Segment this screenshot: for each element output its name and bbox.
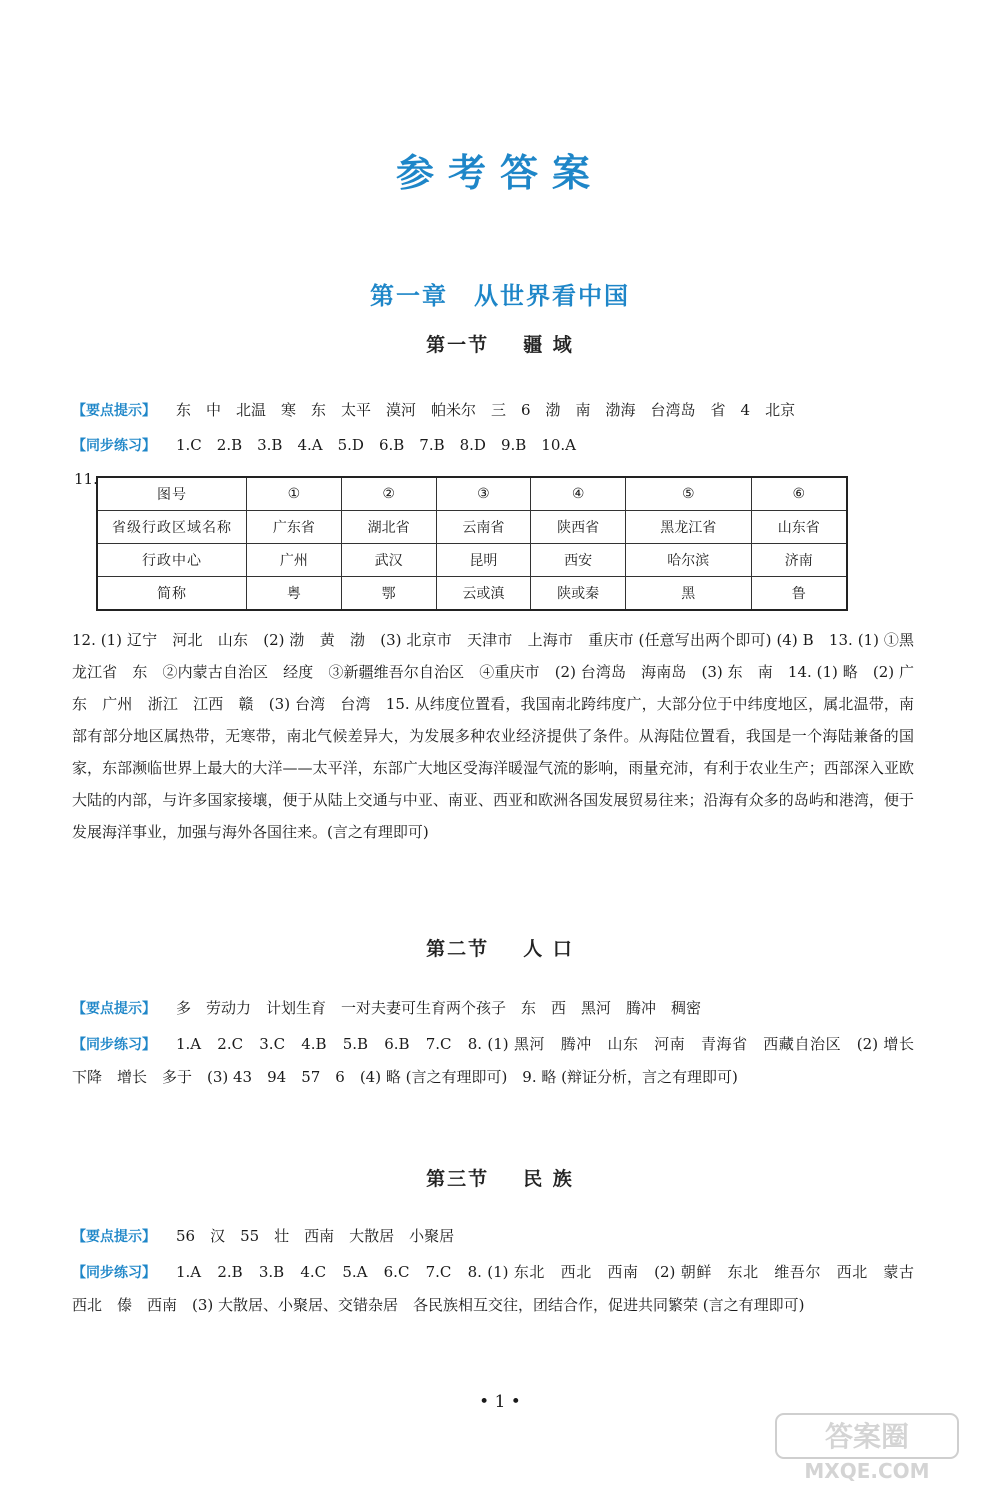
practice-tag: 【同步练习】 <box>72 1037 156 1053</box>
watermark-top: 答案圈 <box>824 1420 910 1453</box>
key-points-text: 56 汉 55 壮 西南 大散居 小聚居 <box>176 1227 455 1245</box>
table-cell: 武汉 <box>341 544 436 577</box>
table-cell: 黑 <box>626 577 752 611</box>
key-points-tag: 【要点提示】 <box>72 403 156 419</box>
section-1-practice <box>72 435 922 456</box>
section-title-3 <box>0 1164 1000 1191</box>
key-points-text: 东 中 北温 寒 东 太平 漠河 帕米尔 三 6 渤 南 渤海 台湾岛 省 4 北京 <box>176 401 796 419</box>
watermark-logo-icon <box>774 1412 960 1484</box>
table-cell: 简称 <box>97 577 247 611</box>
practice-tag: 【同步练习】 <box>72 438 156 454</box>
section-1-key-points <box>72 400 922 421</box>
table-cell: 行政中心 <box>97 544 247 577</box>
page-title: 参考答案 <box>395 151 604 195</box>
table-row <box>97 477 847 511</box>
table-cell: ⑥ <box>751 477 847 511</box>
section-title-1 <box>0 330 1000 357</box>
section-title-2 <box>0 934 1000 961</box>
table-cell: 广东省 <box>247 511 342 544</box>
section-1-answers: 12. (1) 辽宁 河北 山东 (2) 渤 黄 渤 (3) 北京市 天津市 上海市 重庆市 (任意写出两个即可) (4) B 13. (1) ①黑龙江省 东 ②内蒙古自治区 经度 ③新疆维吾尔自治区 ④重庆市 (2) 台湾岛 海南岛 (3) 东 南 14. (1) 略 (2) 广东 广州 浙江 江西 赣 (3) 台湾 台湾 15. 从纬度位置看，我国南北跨纬度广，大部分位于中纬度地区，属北温带，南部有部分地区属热带，无寒带，南北气候差异大，为发展多种农业经济提供了条件。从海陆位置看，我国是一个海陆兼备的国家，东部濒临世界上最大的大洋——太平洋，东部广大地区受海洋暖湿气流的影响，雨量充沛，有利于农业生产；西部深入亚欧大陆的内部，与许多国家接壤，便于从陆上交通与中亚、南亚、西亚和欧洲各国发展贸易往来；沿海有众多的岛屿和港湾，便于发展海洋事业，加强与海外各国往来。(言之有理即可) <box>72 631 914 841</box>
table-cell: 广州 <box>247 544 342 577</box>
table-cell: ① <box>247 477 342 511</box>
section-1-number: 第一节 <box>426 334 490 356</box>
table-cell: 鄂 <box>341 577 436 611</box>
table-cell: ⑤ <box>626 477 752 511</box>
page-number: • 1 • <box>479 1392 521 1412</box>
table-cell: ② <box>341 477 436 511</box>
key-points-tag: 【要点提示】 <box>72 1001 156 1017</box>
chapter-title <box>0 276 1000 311</box>
table-cell: 图号 <box>97 477 247 511</box>
key-points-text: 多 劳动力 计划生育 一对夫妻可生育两个孩子 东 西 黑河 腾冲 稠密 <box>176 999 702 1017</box>
practice-text: 1.A 2.B 3.B 4.C 5.A 6.C 7.C 8. (1) 东北 西北 西南 (2) 朝鲜 东北 维吾尔 西北 蒙古 西北 傣 西南 (3) 大散居、小聚居、交错杂居 各民族相互交往，团结合作，促进共同繁荣 (言之有理即可) <box>72 1263 930 1314</box>
table-cell: ③ <box>436 477 531 511</box>
table-cell: 鲁 <box>751 577 847 611</box>
table-cell: 昆明 <box>436 544 531 577</box>
section-3-number: 第三节 <box>426 1168 490 1190</box>
table-cell: 省级行政区域名称 <box>97 511 247 544</box>
table-cell: 湖北省 <box>341 511 436 544</box>
section-3-name: 民 族 <box>523 1168 574 1190</box>
section-2-practice <box>72 1028 930 1093</box>
practice-tag: 【同步练习】 <box>72 1265 156 1281</box>
chapter-name: 从世界看中国 <box>474 282 630 310</box>
table-cell: 陕或秦 <box>531 577 626 611</box>
table-row <box>97 577 847 611</box>
table-cell: 济南 <box>751 544 847 577</box>
watermark-bottom: MXQE.COM <box>804 1459 930 1483</box>
table-cell: 云或滇 <box>436 577 531 611</box>
table-cell: 哈尔滨 <box>626 544 752 577</box>
practice-text: 1.C 2.B 3.B 4.A 5.D 6.B 7.B 8.D 9.B 10.A <box>176 436 576 454</box>
table-cell: 山东省 <box>751 511 847 544</box>
practice-text: 1.A 2.C 3.C 4.B 5.B 6.B 7.C 8. (1) 黑河 腾冲 山东 河南 青海省 西藏自治区 (2) 增长 下降 增长 多于 (3) 43 94 57 6 (4) 略 (言之有理即可) 9. 略 (辩证分析，言之有理即可) <box>72 1035 930 1086</box>
table-cell: 陕西省 <box>531 511 626 544</box>
table-cell: 粤 <box>247 577 342 611</box>
key-points-tag: 【要点提示】 <box>72 1229 156 1245</box>
section-1-name: 疆 域 <box>523 334 574 356</box>
question-11-label: 11. <box>74 470 98 488</box>
table-row <box>97 511 847 544</box>
table-cell: 云南省 <box>436 511 531 544</box>
section-3-key-points <box>72 1226 922 1247</box>
table-row <box>97 544 847 577</box>
province-table <box>96 476 848 611</box>
section-2-name: 人 口 <box>523 938 574 960</box>
chapter-number: 第一章 <box>370 282 448 310</box>
section-3-practice <box>72 1256 930 1321</box>
section-2-number: 第二节 <box>426 938 490 960</box>
table-cell: 黑龙江省 <box>626 511 752 544</box>
table-cell: ④ <box>531 477 626 511</box>
section-2-key-points <box>72 998 922 1019</box>
table-cell: 西安 <box>531 544 626 577</box>
